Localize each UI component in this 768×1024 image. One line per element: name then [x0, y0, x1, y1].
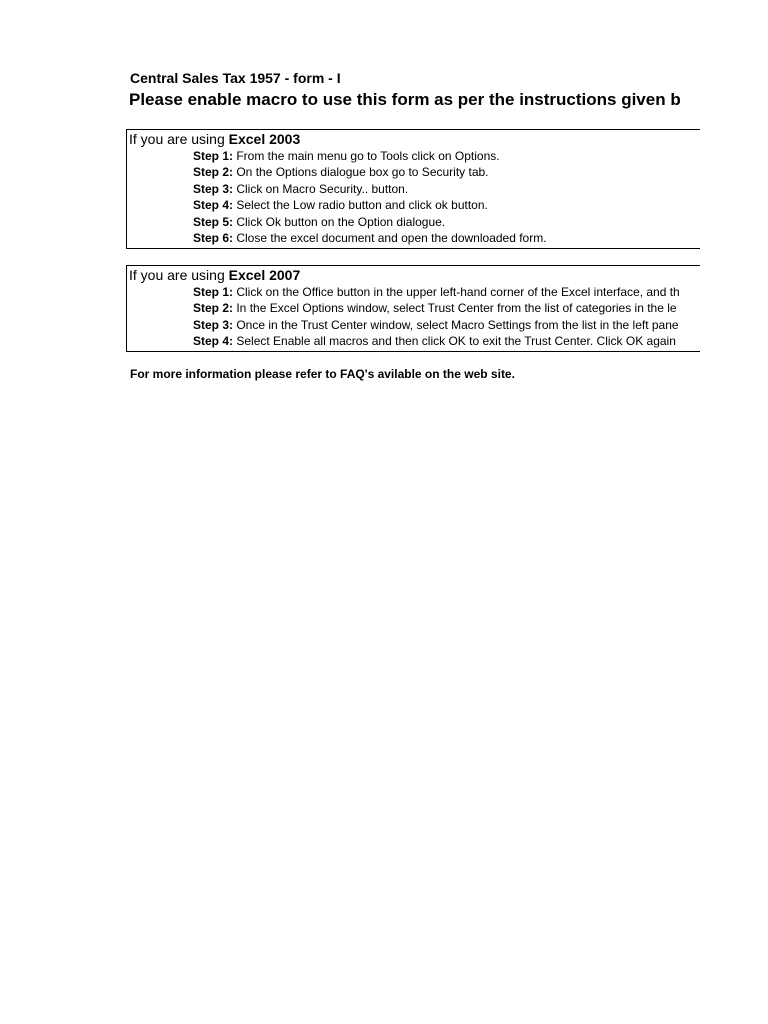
macro-notice: Please enable macro to use this form as per the instructions given b — [129, 90, 681, 109]
step-text: Click on the Office button in the upper left-hand corner of the Excel interface, and th — [233, 285, 680, 299]
step-text: Select the Low radio button and click ok button. — [233, 198, 488, 213]
step-text: Select Enable all macros and then click OK to exit the Trust Center. Click OK again — [233, 334, 676, 349]
step-label: Step 2: — [193, 165, 234, 180]
step-label: Step 3: — [193, 181, 234, 196]
step-text: In the Excel Options window, select Trust Center from the list of categories in the le — [233, 301, 677, 316]
step-label: Step 1: — [193, 149, 234, 163]
section-header — [129, 267, 700, 284]
step-label: Step 2: — [193, 301, 234, 316]
section-intro: If you are using — [129, 131, 229, 147]
excel-2007-instructions — [126, 265, 700, 352]
section-version: Excel 2007 — [228, 267, 301, 283]
step-list — [127, 284, 700, 350]
step-item — [193, 214, 700, 230]
form-title: Central Sales Tax 1957 - form - I — [130, 70, 341, 86]
step-item — [193, 300, 700, 316]
section-version: Excel 2003 — [228, 131, 301, 147]
step-item — [193, 284, 700, 300]
step-label: Step 5: — [193, 214, 234, 229]
step-item — [193, 333, 700, 349]
step-text: Once in the Trust Center window, select Macro Settings from the list in the left pane — [233, 317, 679, 332]
step-item — [193, 317, 700, 333]
step-label: Step 1: — [193, 285, 234, 299]
step-item — [193, 181, 700, 197]
step-label: Step 4: — [193, 198, 234, 213]
step-item — [193, 230, 700, 246]
step-text: Click Ok button on the Option dialogue. — [233, 214, 446, 229]
step-item — [193, 164, 700, 180]
step-label: Step 4: — [193, 334, 234, 349]
section-intro: If you are using — [129, 267, 229, 283]
faq-note: For more information please refer to FAQ's avilable on the web site. — [130, 367, 515, 381]
step-label: Step 6: — [193, 230, 234, 245]
step-text: Close the excel document and open the downloaded form. — [233, 230, 547, 245]
step-text: From the main menu go to Tools click on Options. — [233, 149, 500, 163]
excel-2003-instructions — [126, 129, 700, 249]
step-text: Click on Macro Security.. button. — [233, 181, 409, 196]
step-text: On the Options dialogue box go to Security tab. — [233, 165, 489, 180]
step-label: Step 3: — [193, 317, 234, 332]
section-header — [129, 131, 700, 148]
step-item — [193, 197, 700, 213]
step-item — [193, 148, 700, 164]
step-list — [127, 148, 700, 246]
